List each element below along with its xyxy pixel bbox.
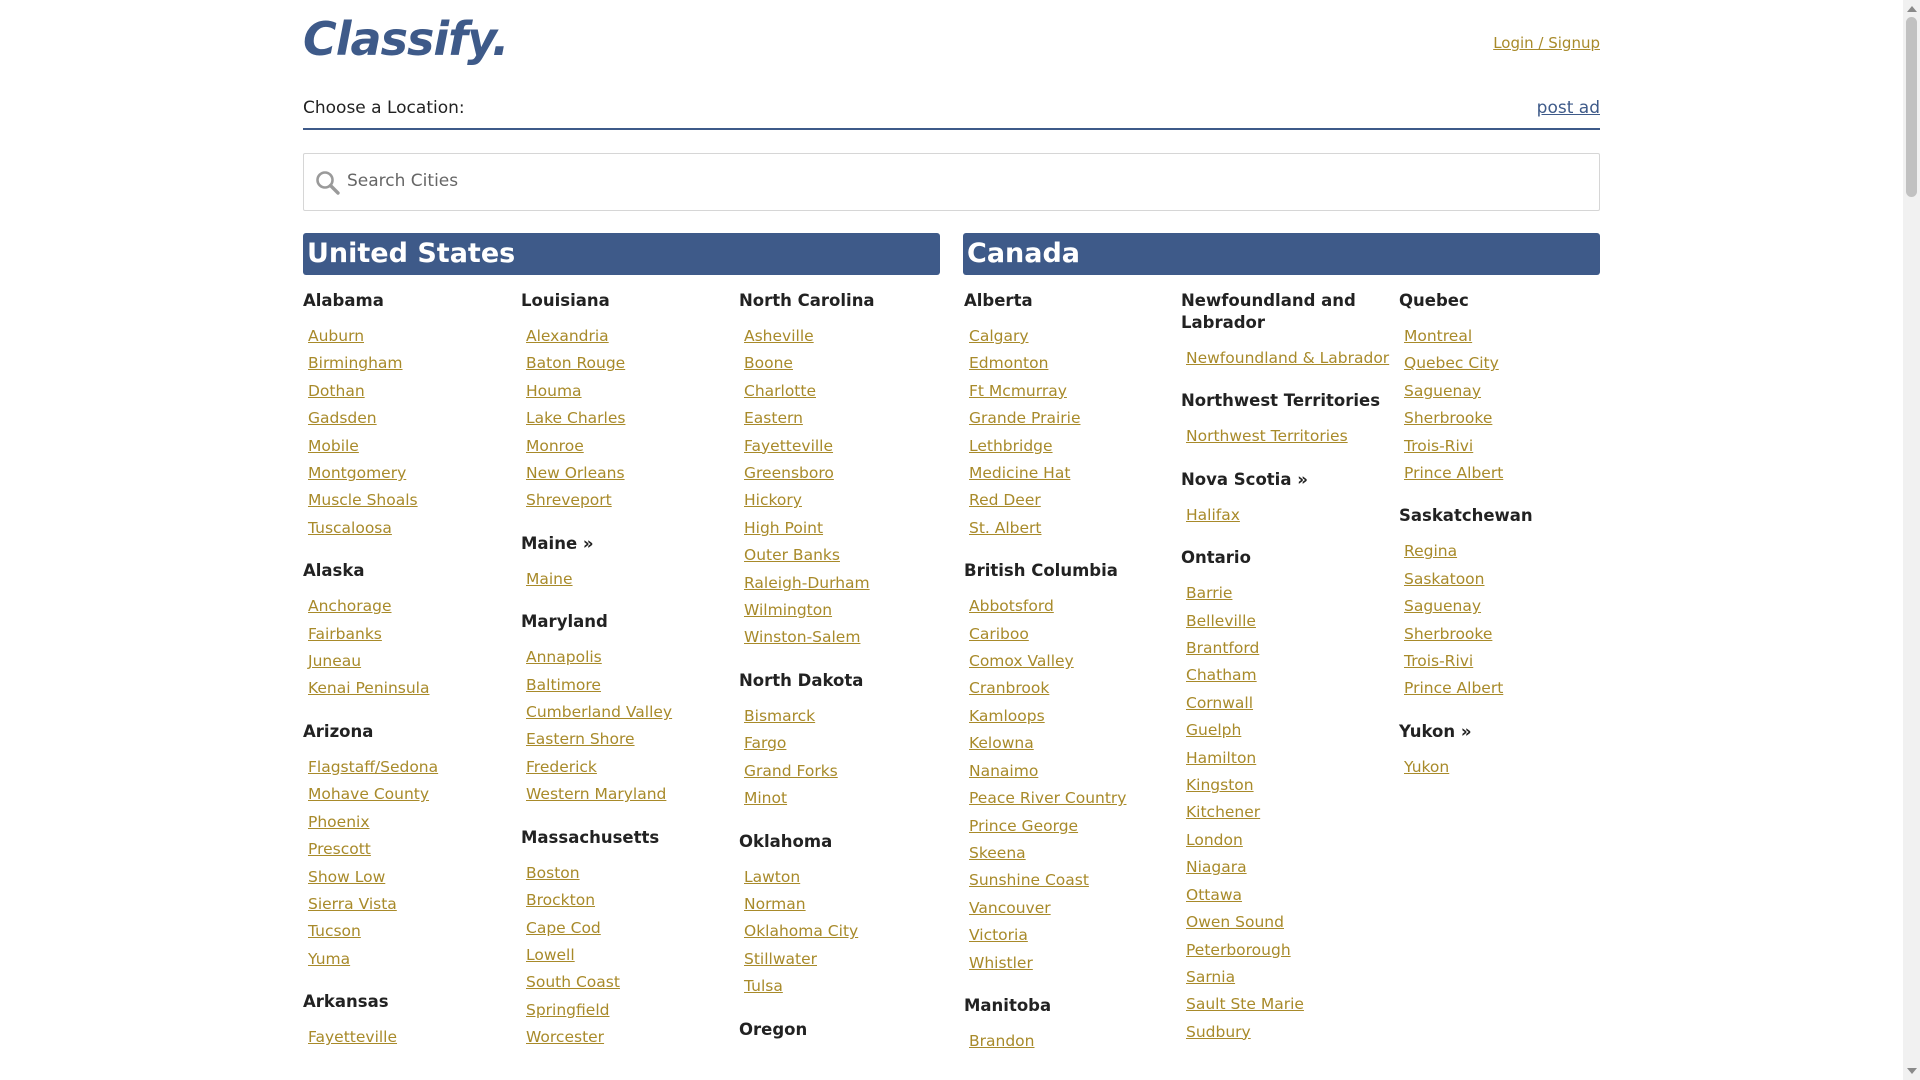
- city-link[interactable]: Cranbrook: [969, 679, 1050, 698]
- city-link[interactable]: High Point: [744, 518, 824, 537]
- city-link[interactable]: Saguenay: [1404, 381, 1482, 400]
- city-list: [739, 323, 939, 652]
- city-link[interactable]: Outer Banks: [744, 546, 840, 565]
- us-column-3: [739, 290, 939, 1059]
- city-link[interactable]: Brandon: [969, 1031, 1035, 1050]
- city-link[interactable]: Comox Valley: [969, 652, 1074, 671]
- city-link[interactable]: Houma: [526, 381, 582, 400]
- city-list: [1181, 502, 1381, 529]
- city-link[interactable]: Springfield: [526, 1000, 610, 1019]
- city-link[interactable]: St. Albert: [969, 518, 1042, 537]
- city-link[interactable]: Yukon: [1404, 757, 1450, 776]
- city-list: [1181, 345, 1390, 372]
- city-link[interactable]: Vancouver: [969, 898, 1051, 917]
- state-heading: Arizona: [303, 721, 374, 741]
- city-link[interactable]: Abbotsford: [969, 597, 1054, 616]
- city-link[interactable]: Chatham: [1186, 666, 1257, 685]
- city-link[interactable]: Niagara: [1186, 858, 1247, 877]
- city-link[interactable]: Baton Rouge: [526, 354, 626, 373]
- city-link[interactable]: Sault Ste Marie: [1186, 995, 1304, 1014]
- city-link[interactable]: Anchorage: [308, 597, 392, 616]
- city-link[interactable]: Eastern: [744, 409, 803, 428]
- state-heading: Ontario: [1181, 548, 1251, 568]
- city-list: [303, 754, 503, 973]
- city-link[interactable]: Quebec City: [1404, 354, 1499, 373]
- city-link[interactable]: Cornwall: [1186, 693, 1254, 712]
- city-link[interactable]: Fairbanks: [308, 624, 382, 643]
- city-link[interactable]: Hickory: [744, 491, 802, 510]
- city-list: [964, 593, 1164, 977]
- city-list: [303, 323, 503, 542]
- city-link[interactable]: Kamloops: [969, 706, 1045, 725]
- state-heading: Saskatchewan: [1399, 506, 1533, 526]
- us-column-1: [303, 290, 503, 1070]
- city-link[interactable]: Oklahoma City: [744, 922, 859, 941]
- search-cities-input[interactable]: [344, 155, 1587, 207]
- city-link[interactable]: Asheville: [744, 327, 814, 345]
- state-heading: Alberta: [964, 291, 1033, 310]
- city-link[interactable]: Flagstaff/Sedona: [308, 757, 439, 776]
- city-link[interactable]: Tucson: [308, 922, 361, 941]
- city-link[interactable]: Mobile: [308, 436, 359, 455]
- city-link[interactable]: Minot: [744, 789, 788, 808]
- state-heading: Arkansas: [303, 992, 389, 1012]
- city-link[interactable]: Raleigh-Durham: [744, 573, 870, 592]
- city-link[interactable]: Kitchener: [1186, 803, 1261, 822]
- city-link[interactable]: Lethbridge: [969, 436, 1053, 455]
- city-link[interactable]: Fayetteville: [744, 436, 834, 455]
- city-link[interactable]: Shreveport: [526, 491, 612, 510]
- choose-location-label: Choose a Location:: [303, 98, 465, 118]
- city-link[interactable]: Sherbrooke: [1404, 624, 1493, 643]
- city-link[interactable]: Edmonton: [969, 354, 1049, 373]
- city-link[interactable]: Sherbrooke: [1404, 409, 1493, 428]
- city-list: [1399, 538, 1599, 702]
- city-link[interactable]: Baltimore: [526, 675, 601, 694]
- state-heading: Alabama: [303, 291, 384, 310]
- city-link[interactable]: Winston-Salem: [744, 628, 861, 647]
- city-link[interactable]: Regina: [1404, 542, 1458, 561]
- city-list: [739, 703, 939, 813]
- us-column-2: [521, 290, 721, 1070]
- city-link[interactable]: Yuma: [308, 949, 351, 968]
- city-link[interactable]: Lowell: [526, 945, 575, 964]
- city-link[interactable]: Guelph: [1186, 721, 1242, 740]
- city-list: [521, 566, 721, 593]
- city-link[interactable]: Kingston: [1186, 776, 1254, 795]
- city-link[interactable]: Worcester: [526, 1028, 605, 1047]
- city-link[interactable]: Tuscaloosa: [308, 518, 392, 537]
- city-link[interactable]: Cariboo: [969, 624, 1029, 643]
- city-link[interactable]: Hamilton: [1186, 748, 1257, 767]
- city-link[interactable]: Western Maryland: [526, 785, 667, 804]
- search-box: [303, 153, 1600, 211]
- city-link[interactable]: Wilmington: [744, 601, 833, 620]
- city-link[interactable]: Prince George: [969, 816, 1079, 835]
- city-link[interactable]: Boone: [744, 354, 793, 373]
- canada-column-3: [1399, 290, 1599, 799]
- region-header-united-states: United States: [303, 233, 940, 275]
- city-list: [1181, 423, 1381, 450]
- city-link[interactable]: Saskatoon: [1404, 569, 1485, 588]
- city-link[interactable]: Ft Mcmurray: [969, 381, 1067, 400]
- city-link[interactable]: Sunshine Coast: [969, 871, 1089, 890]
- city-link[interactable]: Alexandria: [526, 327, 609, 345]
- city-list: [1181, 580, 1381, 1046]
- city-link[interactable]: Gadsden: [308, 409, 377, 428]
- state-heading: Oklahoma: [739, 831, 833, 851]
- city-link[interactable]: Cumberland Valley: [526, 703, 673, 722]
- city-link[interactable]: Kelowna: [969, 734, 1034, 753]
- city-link[interactable]: Maine: [526, 569, 573, 588]
- city-link[interactable]: Halifax: [1186, 505, 1240, 524]
- state-heading: Manitoba: [964, 995, 1052, 1015]
- city-link[interactable]: Lawton: [744, 867, 801, 886]
- state-heading: Louisiana: [521, 291, 610, 310]
- city-link[interactable]: Fargo: [744, 734, 787, 753]
- city-link[interactable]: London: [1186, 830, 1243, 849]
- city-list: [303, 1024, 503, 1051]
- city-link[interactable]: Newfoundland & Labrador: [1186, 349, 1390, 367]
- search-icon: [315, 170, 341, 196]
- login-signup-link[interactable]: Login / Signup: [1493, 34, 1600, 52]
- city-link[interactable]: Charlotte: [744, 381, 816, 400]
- city-link[interactable]: Kenai Peninsula: [308, 679, 430, 698]
- state-heading: Alaska: [303, 561, 365, 581]
- city-link[interactable]: Medicine Hat: [969, 464, 1071, 483]
- city-list: [303, 593, 503, 703]
- city-link[interactable]: Stillwater: [744, 949, 817, 968]
- state-heading[interactable]: Nova Scotia »: [1181, 469, 1308, 489]
- city-list: [964, 1028, 1164, 1055]
- scrollbar-thumb[interactable]: [1906, 17, 1917, 197]
- city-link[interactable]: Northwest Territories: [1186, 427, 1348, 446]
- state-heading: North Carolina: [739, 291, 875, 310]
- city-link[interactable]: Calgary: [969, 327, 1029, 345]
- page-scrollbar[interactable]: [1903, 0, 1920, 1080]
- city-link[interactable]: Victoria: [969, 926, 1028, 945]
- city-link[interactable]: Red Deer: [969, 491, 1041, 510]
- city-link[interactable]: Skeena: [969, 843, 1026, 862]
- city-link[interactable]: Muscle Shoals: [308, 491, 418, 510]
- city-link[interactable]: New Orleans: [526, 464, 625, 483]
- city-list: [521, 323, 721, 515]
- city-link[interactable]: Barrie: [1186, 584, 1233, 603]
- state-heading: Northwest Territories: [1181, 391, 1381, 411]
- city-link[interactable]: Trois-Rivi: [1404, 436, 1474, 455]
- city-link[interactable]: Peterborough: [1186, 940, 1291, 959]
- city-link[interactable]: Juneau: [308, 652, 362, 671]
- state-heading: British Columbia: [964, 561, 1118, 581]
- site-logo[interactable]: Classify.: [303, 12, 509, 66]
- city-link[interactable]: Greensboro: [744, 464, 834, 483]
- city-link[interactable]: Owen Sound: [1186, 913, 1284, 932]
- city-link[interactable]: Grande Prairie: [969, 409, 1081, 428]
- city-link[interactable]: Montgomery: [308, 464, 407, 483]
- city-link[interactable]: Brockton: [526, 891, 596, 910]
- state-heading: Quebec: [1399, 291, 1469, 310]
- city-link[interactable]: Tulsa: [744, 977, 783, 996]
- city-link[interactable]: South Coast: [526, 973, 620, 992]
- city-link[interactable]: Saguenay: [1404, 597, 1482, 616]
- city-link[interactable]: Frederick: [526, 757, 597, 776]
- scroll-down-arrow-icon[interactable]: [1907, 1068, 1917, 1074]
- city-link[interactable]: Prescott: [308, 840, 371, 859]
- city-link[interactable]: Norman: [744, 894, 806, 913]
- location-bar: [303, 96, 1600, 130]
- city-link[interactable]: Cape Cod: [526, 918, 601, 937]
- city-link[interactable]: Fayetteville: [308, 1028, 398, 1047]
- post-ad-link[interactable]: post ad: [1536, 98, 1600, 118]
- state-heading[interactable]: Maine »: [521, 533, 594, 553]
- city-list: [521, 644, 721, 808]
- city-link[interactable]: Auburn: [308, 327, 365, 345]
- canada-column-2: [1181, 290, 1390, 1064]
- city-link[interactable]: Nanaimo: [969, 761, 1039, 780]
- state-heading: Massachusetts: [521, 827, 660, 847]
- city-link[interactable]: Whistler: [969, 953, 1033, 972]
- city-link[interactable]: Lake Charles: [526, 409, 626, 428]
- state-heading: Newfoundland and Labrador: [1181, 291, 1356, 332]
- city-link[interactable]: Sierra Vista: [308, 894, 397, 913]
- state-heading: Maryland: [521, 612, 608, 632]
- city-list: [1399, 754, 1599, 781]
- city-link[interactable]: Birmingham: [308, 354, 403, 373]
- city-link[interactable]: Prince Albert: [1404, 464, 1504, 483]
- city-list: [521, 860, 721, 1052]
- city-list: [1399, 323, 1599, 487]
- city-link[interactable]: Eastern Shore: [526, 730, 635, 749]
- city-link[interactable]: Mohave County: [308, 785, 430, 804]
- city-link[interactable]: Phoenix: [308, 812, 370, 831]
- city-list: [964, 323, 1164, 542]
- city-link[interactable]: Ottawa: [1186, 885, 1243, 904]
- city-link[interactable]: Dothan: [308, 381, 365, 400]
- city-link[interactable]: Boston: [526, 863, 580, 882]
- region-header-canada: Canada: [963, 233, 1600, 275]
- canada-column-1: [964, 290, 1164, 1073]
- state-heading[interactable]: Yukon »: [1399, 721, 1472, 741]
- city-link[interactable]: Peace River Country: [969, 789, 1127, 808]
- city-link[interactable]: Trois-Rivi: [1404, 652, 1474, 671]
- scroll-up-arrow-icon[interactable]: [1907, 6, 1917, 12]
- city-link[interactable]: Brantford: [1186, 639, 1260, 658]
- city-list: [739, 864, 939, 1001]
- city-link[interactable]: Grand Forks: [744, 761, 838, 780]
- city-link[interactable]: Belleville: [1186, 611, 1256, 630]
- city-link[interactable]: Annapolis: [526, 648, 602, 667]
- city-link[interactable]: Sudbury: [1186, 1022, 1251, 1041]
- state-heading: Oregon: [739, 1019, 808, 1039]
- city-link[interactable]: Monroe: [526, 436, 584, 455]
- city-link[interactable]: Sarnia: [1186, 967, 1236, 986]
- city-link[interactable]: Show Low: [308, 867, 386, 886]
- city-link[interactable]: Prince Albert: [1404, 679, 1504, 698]
- state-heading: North Dakota: [739, 670, 864, 690]
- city-link[interactable]: Bismarck: [744, 706, 816, 725]
- city-link[interactable]: Montreal: [1404, 327, 1473, 345]
